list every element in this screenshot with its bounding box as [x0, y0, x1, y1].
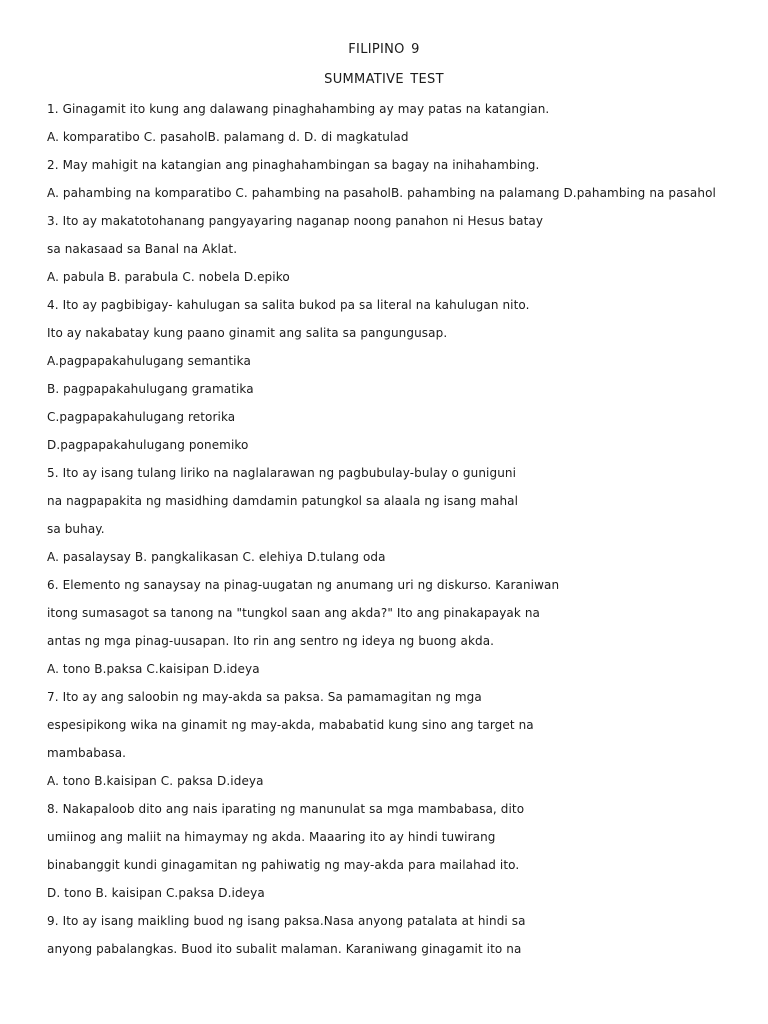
question-4-choice-b: B. pagpapakahulugang gramatika — [47, 382, 254, 396]
question-7-line-1: 7. Ito ay ang saloobin ng may-akda sa paksa. Sa pamamagitan ng mga — [47, 690, 482, 704]
question-7-line-3: mambabasa. — [47, 746, 127, 760]
question-4-choice-a: A.pagpapakahulugang semantika — [47, 354, 251, 368]
question-5-choices: A. pasalaysay B. pangkalikasan C. elehiya D.tulang oda — [47, 550, 386, 564]
question-5-line-2: na nagpapakita ng masidhing damdamin patungkol sa alaala ng isang mahal — [47, 494, 519, 508]
question-8-line-2: umiinog ang maliit na himaymay ng akda. Maaaring ito ay hindi tuwirang — [47, 830, 496, 844]
question-9-line-1: 9. Ito ay isang maikling buod ng isang paksa.Nasa anyong patalata at hindi sa — [47, 914, 526, 928]
question-4-line-1: 4. Ito ay pagbibigay- kahulugan sa salita bukod pa sa literal na kahulugan nito. — [47, 298, 530, 312]
question-3-choices: A. pabula B. parabula C. nobela D.epiko — [47, 270, 290, 284]
question-4-line-2: Ito ay nakabatay kung paano ginamit ang salita sa pangungusap. — [47, 326, 448, 340]
question-2-line-1: 2. May mahigit na katangian ang pinaghahambingan sa bagay na inihahambing. — [47, 158, 540, 172]
question-6-line-3: antas ng mga pinag-uusapan. Ito rin ang sentro ng ideya ng buong akda. — [47, 634, 495, 648]
question-6-line-2: itong sumasagot sa tanong na "tungkol saan ang akda?" Ito ang pinakapayak na — [47, 606, 540, 620]
document-subtitle: SUMMATIVE TEST — [324, 72, 444, 87]
question-4-choice-c: C.pagpapakahulugang retorika — [47, 410, 236, 424]
question-4-choice-d: D.pagpapakahulugang ponemiko — [47, 438, 249, 452]
question-1-line-1: 1. Ginagamit ito kung ang dalawang pinaghahambing ay may patas na katangian. — [47, 102, 550, 116]
question-2-choices: A. pahambing na komparatibo C. pahambing na pasaholB. pahambing na palamang D.pahambing na pasahol — [47, 186, 716, 200]
question-3-line-2: sa nakasaad sa Banal na Aklat. — [47, 242, 238, 256]
question-8-line-1: 8. Nakapaloob dito ang nais iparating ng manunulat sa mga mambabasa, dito — [47, 802, 525, 816]
question-8-line-3: binabanggit kundi ginagamitan ng pahiwatig ng may-akda para mailahad ito. — [47, 858, 520, 872]
question-9-line-2: anyong pabalangkas. Buod ito subalit malaman. Karaniwang ginagamit ito na — [47, 942, 522, 956]
question-3-line-1: 3. Ito ay makatotohanang pangyayaring naganap noong panahon ni Hesus batay — [47, 214, 544, 228]
question-5-line-3: sa buhay. — [47, 522, 105, 536]
question-1-choices: A. komparatibo C. pasaholB. palamang d. D. di magkatulad — [47, 130, 409, 144]
document-title: FILIPINO 9 — [348, 42, 420, 57]
question-6-line-1: 6. Elemento ng sanaysay na pinag-uugatan ng anumang uri ng diskurso. Karaniwan — [47, 578, 560, 592]
question-7-line-2: espesipikong wika na ginamit ng may-akda, mababatid kung sino ang target na — [47, 718, 534, 732]
question-6-choices: A. tono B.paksa C.kaisipan D.ideya — [47, 662, 260, 676]
question-5-line-1: 5. Ito ay isang tulang liriko na naglalarawan ng pagbubulay-bulay o guniguni — [47, 466, 517, 480]
question-7-choices: A. tono B.kaisipan C. paksa D.ideya — [47, 774, 264, 788]
question-8-choices: D. tono B. kaisipan C.paksa D.ideya — [47, 886, 265, 900]
